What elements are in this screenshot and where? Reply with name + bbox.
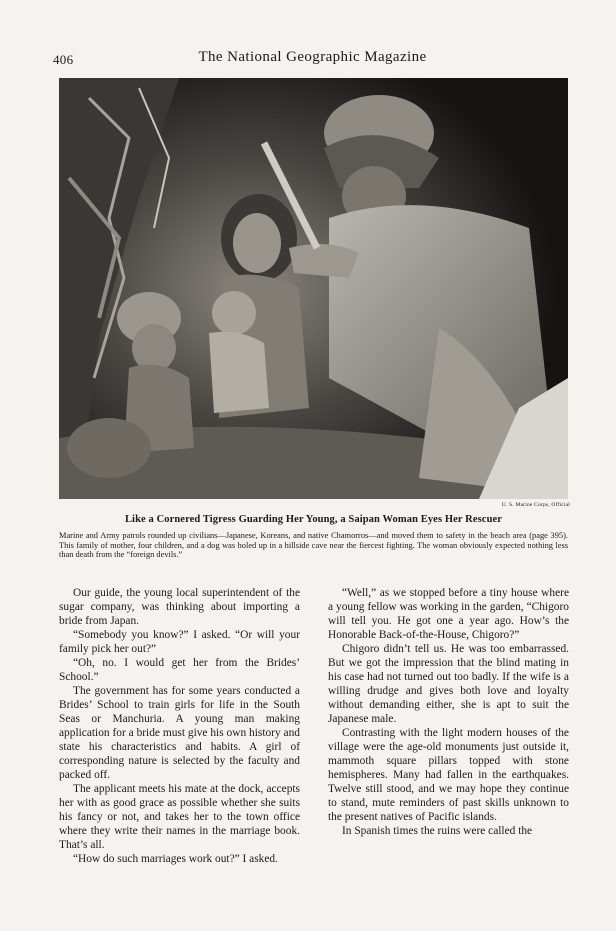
right-column — [328, 586, 569, 838]
photo-credit: U. S. Marine Corps, Official — [501, 502, 570, 508]
paragraph: Chigoro didn’t tell us. He was too embarrassed. But we got the impression that the blind mating in his case had not turned out too badly. If the wife is a willing drudge and gives both love and loyalty without demanding either, she is apt to suit the Japanese male. — [328, 643, 569, 725]
cave-scene-illustration — [59, 78, 568, 499]
paragraph: “How do such marriages work out?” I asked. — [73, 853, 278, 865]
paragraph: In Spanish times the ruins were called the — [342, 825, 533, 837]
photograph — [59, 78, 568, 499]
paragraph: “Well,” as we stopped before a tiny house where a young fellow was working in the garden, “Chigoro will tell you. He got one a year ago. How’s the Honorable Back-of-the-House, Chigoro?” — [328, 587, 569, 641]
caption-body: Marine and Army patrols rounded up civilians—Japanese, Koreans, and native Chamorros—and moved them to safety in the beach area (page 395). This family of mother, four children, and a dog was holed up in a hillside cave near the fiercest fighting. The woman obviously expected nothing less than death from the “foreign devils.” — [59, 531, 568, 560]
paragraph: “Somebody you know?” I asked. “Or will your family pick her out?” — [59, 629, 300, 655]
paragraph: “Oh, no. I would get her from the Brides’ School.” — [59, 657, 300, 683]
page-number: 406 — [53, 52, 74, 67]
running-head: The National Geographic Magazine — [198, 49, 427, 65]
caption-title: Like a Cornered Tigress Guarding Her Young, a Saipan Woman Eyes Her Rescuer — [124, 514, 503, 525]
paragraph: The government has for some years conducted a Brides’ School to train girls for life in the South Seas or Manchuria. A young man making application for a bride must give his own history and state his characteristics and habits. A girl of corresponding nature is selected by the faculty and packed off. — [59, 685, 300, 781]
paragraph: Contrasting with the light modern houses of the village were the age-old monuments just outside it, mammoth square pillars topped with stone hemispheres. Many had fallen in the earthquakes. Twelve still stood, and we may hope they continue to stand, mute reminders of past skills unknown to the present natives of Pacific islands. — [328, 727, 569, 823]
paragraph: Our guide, the young local superintendent of the sugar company, was thinking about importing a bride from Japan. — [59, 587, 300, 627]
left-column — [59, 586, 300, 866]
paragraph: The applicant meets his mate at the dock, accepts her with as good grace as possible whether she suits his fancy or not, and takes her to the town office where they write their names in the marriage book. That’s all. — [59, 783, 300, 851]
